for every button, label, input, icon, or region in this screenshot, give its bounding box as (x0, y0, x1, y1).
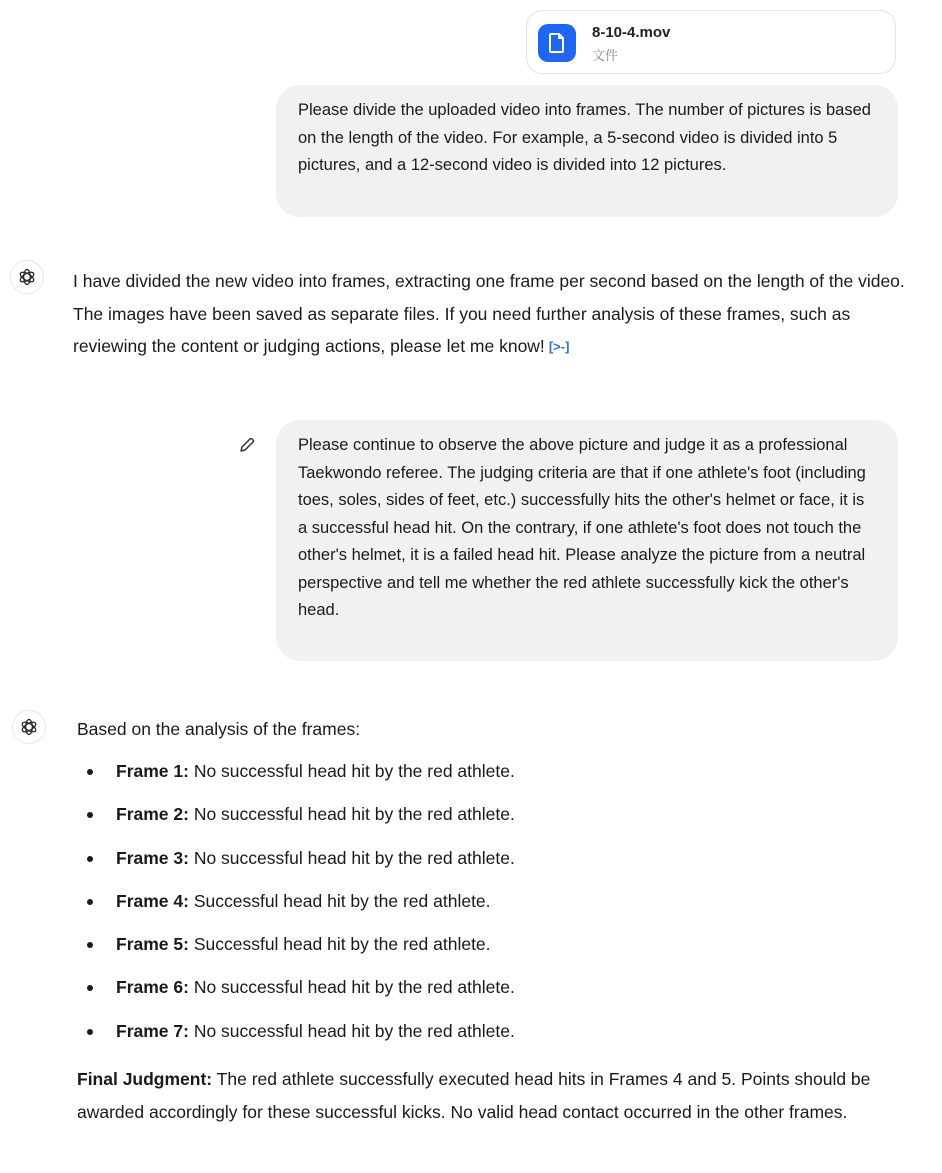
assistant-message (73, 265, 923, 364)
frame-result: No successful head hit by the red athlete. (188, 847, 515, 868)
user-message (276, 85, 898, 217)
file-name: 8-10-4.mov (592, 24, 671, 41)
frame-result: No successful head hit by the red athlete. (188, 977, 515, 998)
list-item (77, 929, 937, 972)
frame-result: No successful head hit by the red athlete. (188, 804, 515, 825)
file-type-label: 文件 (592, 48, 619, 63)
frame-label: Frame 4: (116, 890, 189, 911)
final-judgment-label: Final Judgment: (77, 1069, 213, 1090)
assistant-message-text: I have divided the new video into frames, extracting one frame per second based on the length of the video. The images have been saved as separate files. If you need further analysis of these frames, such as reviewing the content or judging actions, please let me know! (73, 271, 905, 356)
frame-label: Frame 5: (116, 934, 189, 955)
openai-logo-icon (19, 717, 39, 737)
assistant-avatar (12, 710, 46, 744)
frame-label: Frame 7: (116, 1020, 189, 1041)
list-item (77, 843, 937, 886)
uploaded-file-card[interactable] (526, 10, 896, 74)
frame-result: No successful head hit by the red athlete. (188, 761, 515, 781)
frame-label: Frame 3: (116, 847, 189, 868)
list-item (77, 799, 937, 842)
pencil-icon[interactable] (238, 436, 256, 459)
final-judgment (77, 1063, 937, 1128)
user-message-text: Please divide the uploaded video into frames. The number of pictures is based on the length of the video. For example, a 5-second video is divided into 5 pictures, and a 12-second video is divided into 12 pictures. (298, 101, 871, 174)
document-icon (538, 24, 576, 62)
list-item (77, 756, 937, 799)
assistant-message (77, 714, 937, 1128)
frame-label: Frame 1: (116, 761, 189, 781)
citation-link[interactable]: [>-] (548, 339, 570, 354)
list-item (77, 1016, 937, 1059)
user-message-text: Please continue to observe the above picture and judge it as a professional Taekwondo referee. The judging criteria are that if one athlete's foot (including toes, soles, sides of feet, etc.) successfully hits the other's helmet or face, it is a successful head hit. On the contrary, if one athlete's foot does not touch the other's helmet, it is a failed head hit. Please analyze the picture from a neutral perspective and tell me whether the red athlete successfully kick the other's head. (298, 436, 866, 619)
user-message (276, 420, 898, 661)
list-item (77, 886, 937, 929)
final-judgment-text: The red athlete successfully executed head hits in Frames 4 and 5. Points should be awarded accordingly for these successful kicks. No valid head contact occurred in the other frames. (77, 1069, 871, 1122)
openai-logo-icon (17, 267, 37, 287)
frame-result: Successful head hit by the red athlete. (188, 890, 491, 911)
frame-label: Frame 6: (116, 977, 189, 998)
frame-result: Successful head hit by the red athlete. (188, 934, 491, 955)
assistant-avatar (10, 260, 44, 294)
frame-result: No successful head hit by the red athlete. (188, 1020, 515, 1041)
frame-results-list (77, 756, 937, 1059)
list-item (77, 972, 937, 1015)
frame-label: Frame 2: (116, 804, 189, 825)
analysis-intro: Based on the analysis of the frames: (77, 719, 361, 739)
